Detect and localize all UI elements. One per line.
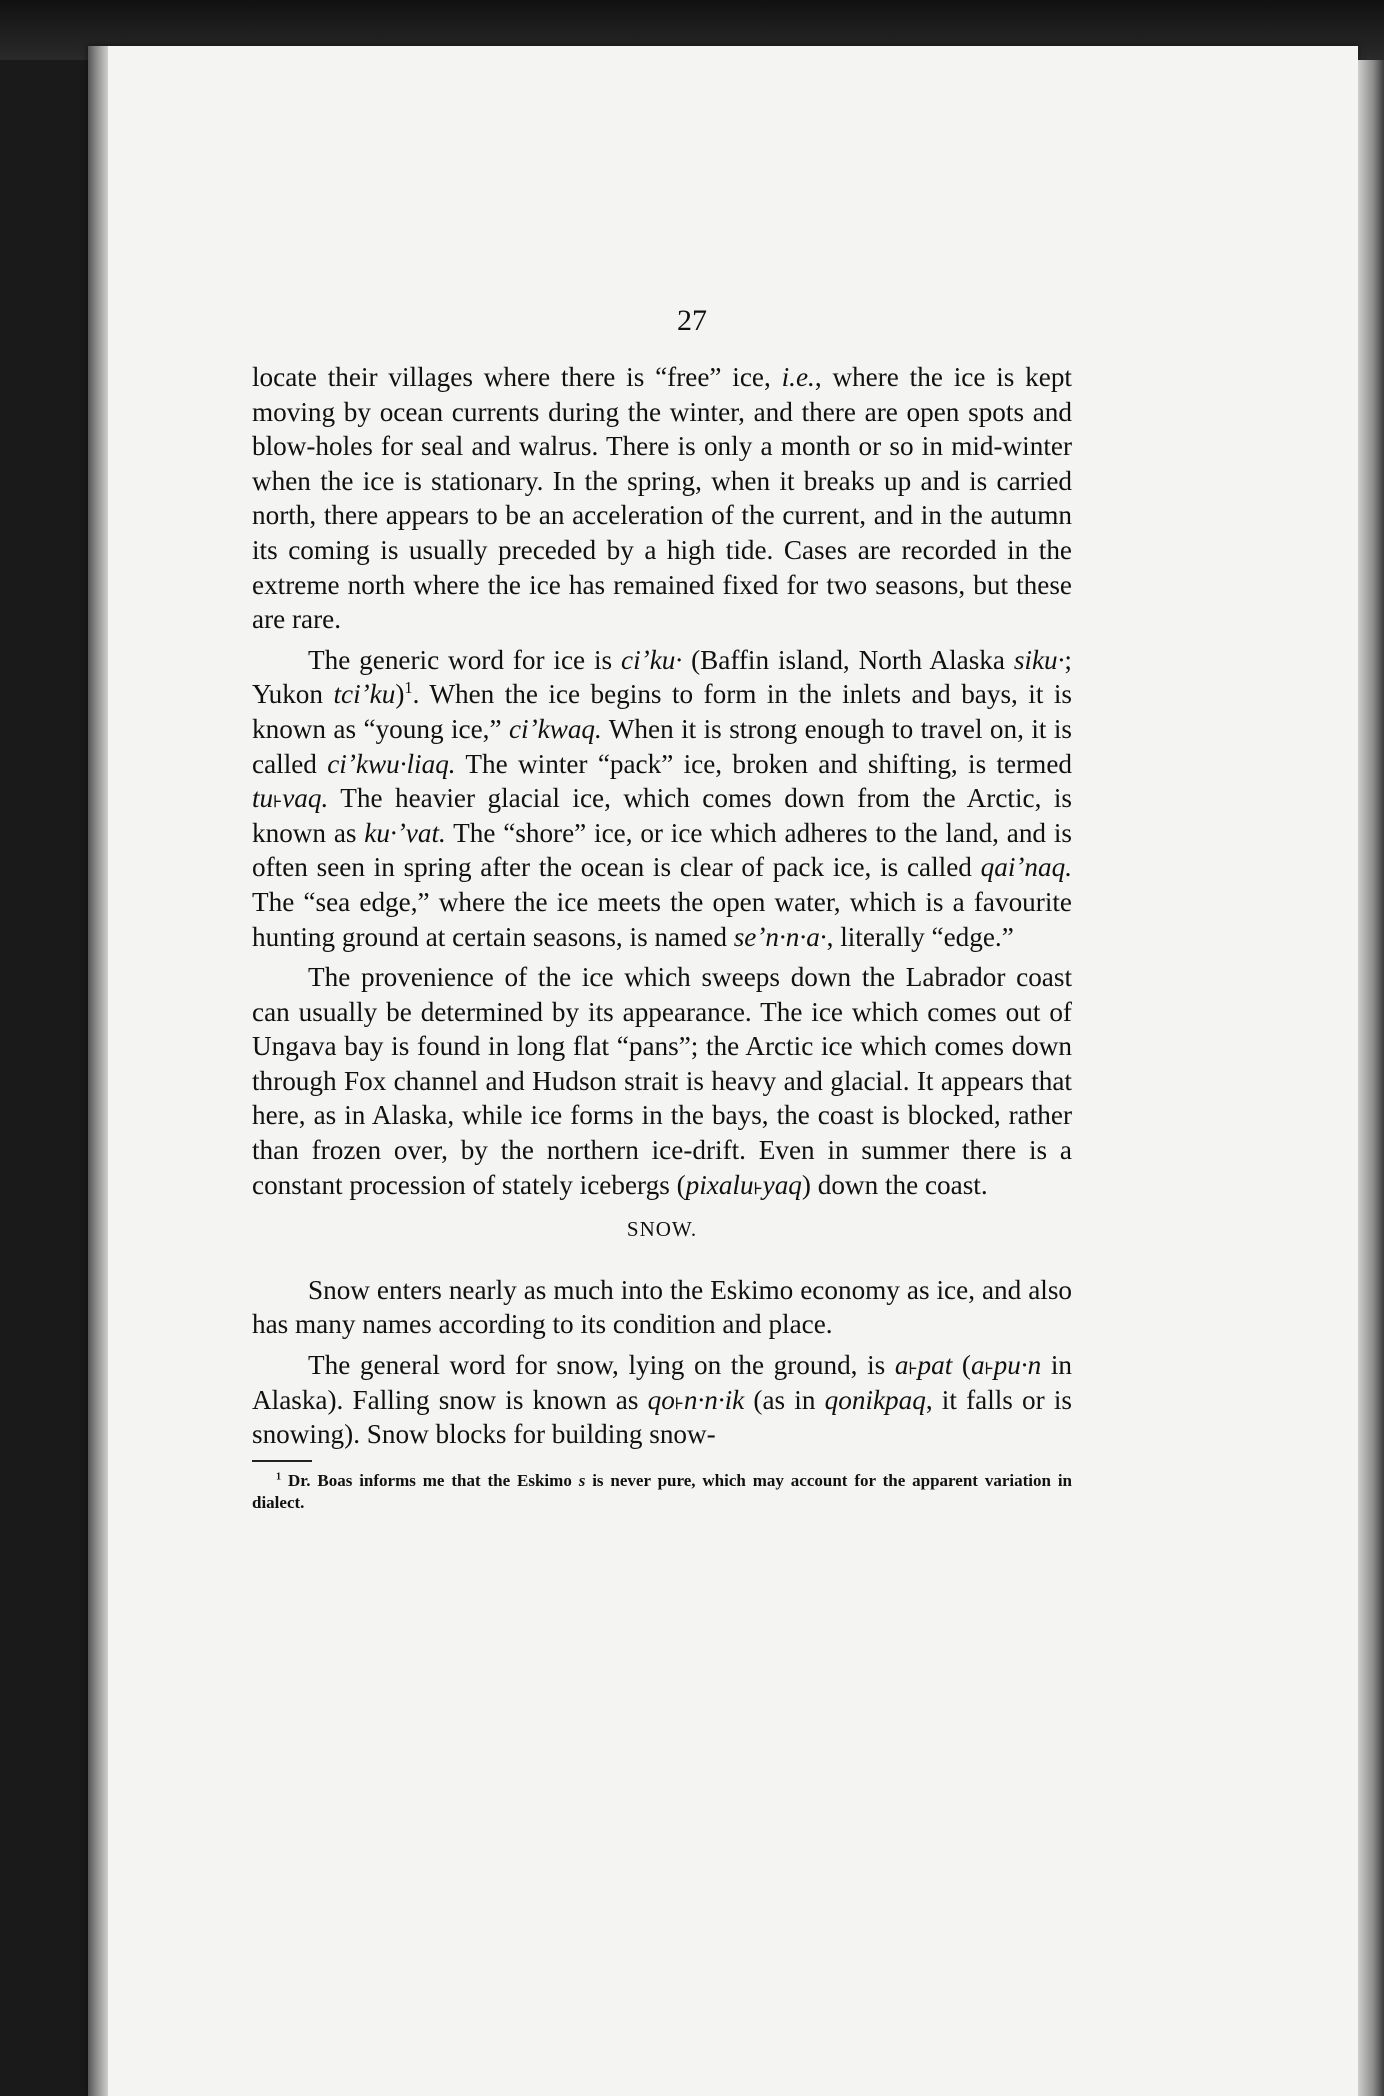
text-run: ; Yukon bbox=[252, 644, 1072, 710]
text-run: is never pure, which may account for the apparent variation in dialect. bbox=[252, 1470, 1072, 1512]
page-stack-edge bbox=[1358, 60, 1384, 2096]
italic-term: siku· bbox=[1013, 644, 1065, 675]
italic-term: ku·ʼvat. bbox=[364, 817, 446, 848]
italic-term: ciʼkwu·liaq. bbox=[327, 748, 456, 779]
italic-term: ciʼku· bbox=[621, 644, 683, 675]
text-run: The “sea edge,” where the ice meets the open water, which is a favourite hunting ground at certain seasons, is named bbox=[252, 886, 1072, 952]
text-run: The “shore” ice, or ice which adheres to the land, and is often seen in spring after the ocean is clear of pack ice, is called bbox=[252, 817, 1072, 883]
paragraph-snow-economy bbox=[252, 1273, 1072, 1342]
footnote-marker: 1 bbox=[276, 1471, 282, 1483]
italic-term: a˫pu·n bbox=[970, 1350, 1042, 1381]
italic-term: tu˫vaq. bbox=[252, 783, 329, 814]
footnote-text bbox=[252, 1471, 1072, 1512]
italic-term: qo˫n·n·ik bbox=[647, 1384, 745, 1415]
text-run: (Baffin island, North Alaska bbox=[682, 644, 1014, 675]
italic-term: tciʼku bbox=[333, 679, 396, 710]
footnote bbox=[252, 1470, 1072, 1514]
text-run: Dr. Boas informs me that the Eskimo bbox=[281, 1470, 579, 1490]
footnote-divider bbox=[252, 1460, 312, 1462]
text-run: The provenience of the ice which sweeps down the Labrador coast can usually be determined by its appearance. The ice which comes out of Ungava bay is found in long flat “pans”; the Arctic ice which comes down through Fox channel and Hudson strait is heavy and glacial. It appears that here, as in Alaska, while ice forms in the bays, the coast is blocked, rather than frozen over, by the northern ice-drift. Even in summer there is a constant procession of stately icebergs ( bbox=[252, 962, 1072, 1200]
text-run: The generic word for ice is bbox=[308, 644, 622, 675]
text-run: ( bbox=[952, 1350, 971, 1381]
footnote-reference: 1 bbox=[404, 678, 413, 698]
italic-term: qonikpaq bbox=[824, 1384, 926, 1415]
page-body bbox=[252, 360, 1072, 1514]
text-run: (as in bbox=[744, 1384, 825, 1415]
text-run: ) bbox=[395, 679, 405, 710]
italic-term: qaiʼnaq. bbox=[980, 852, 1072, 883]
paragraph-ice-villages bbox=[252, 360, 1072, 637]
paragraph-ice-provenience bbox=[252, 960, 1072, 1202]
text-run: When it is strong enough to travel on, it is called bbox=[252, 713, 1073, 779]
page-number: 27 bbox=[677, 304, 707, 337]
text-run: The general word for snow, lying on the ground, is bbox=[308, 1350, 895, 1381]
text-run: , it falls or is snowing). Snow blocks for building snow- bbox=[252, 1384, 1073, 1450]
italic-term: s bbox=[578, 1470, 586, 1490]
text-run: Snow enters nearly as much into the Eskimo economy as ice, and also has many names according to its condition and place. bbox=[252, 1274, 1072, 1340]
text-run: , literally “edge.” bbox=[826, 921, 1014, 952]
text-run: , where the ice is kept moving by ocean currents during the winter, and there are open spots and blow-holes for seal and walrus. There is only a month or so in mid-winter when the ice is stationary. In the spring, when it breaks up and is carried north, there appears to be an acceleration of the current, and in the autumn its coming is usually preceded by a high tide. Cases are recorded in the extreme north where the ice has remained fixed for two seasons, but these are rare. bbox=[252, 362, 1072, 635]
text-run: The winter “pack” ice, broken and shifting, is termed bbox=[455, 748, 1072, 779]
page-binding-edge bbox=[88, 46, 108, 2096]
section-heading-snow: SNOW. bbox=[626, 1217, 698, 1242]
text-run: . When the ice begins to form in the inlets and bays, it is known as “young ice,” bbox=[252, 679, 1072, 744]
italic-term: seʼn·n·a· bbox=[733, 921, 827, 952]
text-run: locate their villages where there is “free” ice, bbox=[252, 362, 782, 392]
italic-term: a˫pat bbox=[894, 1350, 953, 1381]
paragraph-snow-words bbox=[252, 1348, 1072, 1452]
italic-term: i.e. bbox=[781, 362, 815, 392]
text-run: in Alaska). Falling snow is known as bbox=[252, 1350, 1072, 1415]
text-run: ) down the coast. bbox=[801, 1169, 988, 1200]
italic-term: ciʼkwaq. bbox=[508, 713, 602, 744]
paragraph-ice-words bbox=[252, 643, 1072, 954]
text-run: The heavier glacial ice, which comes down from the Arctic, is known as bbox=[252, 783, 1072, 848]
italic-term: pixalu˫yaq bbox=[685, 1169, 802, 1200]
